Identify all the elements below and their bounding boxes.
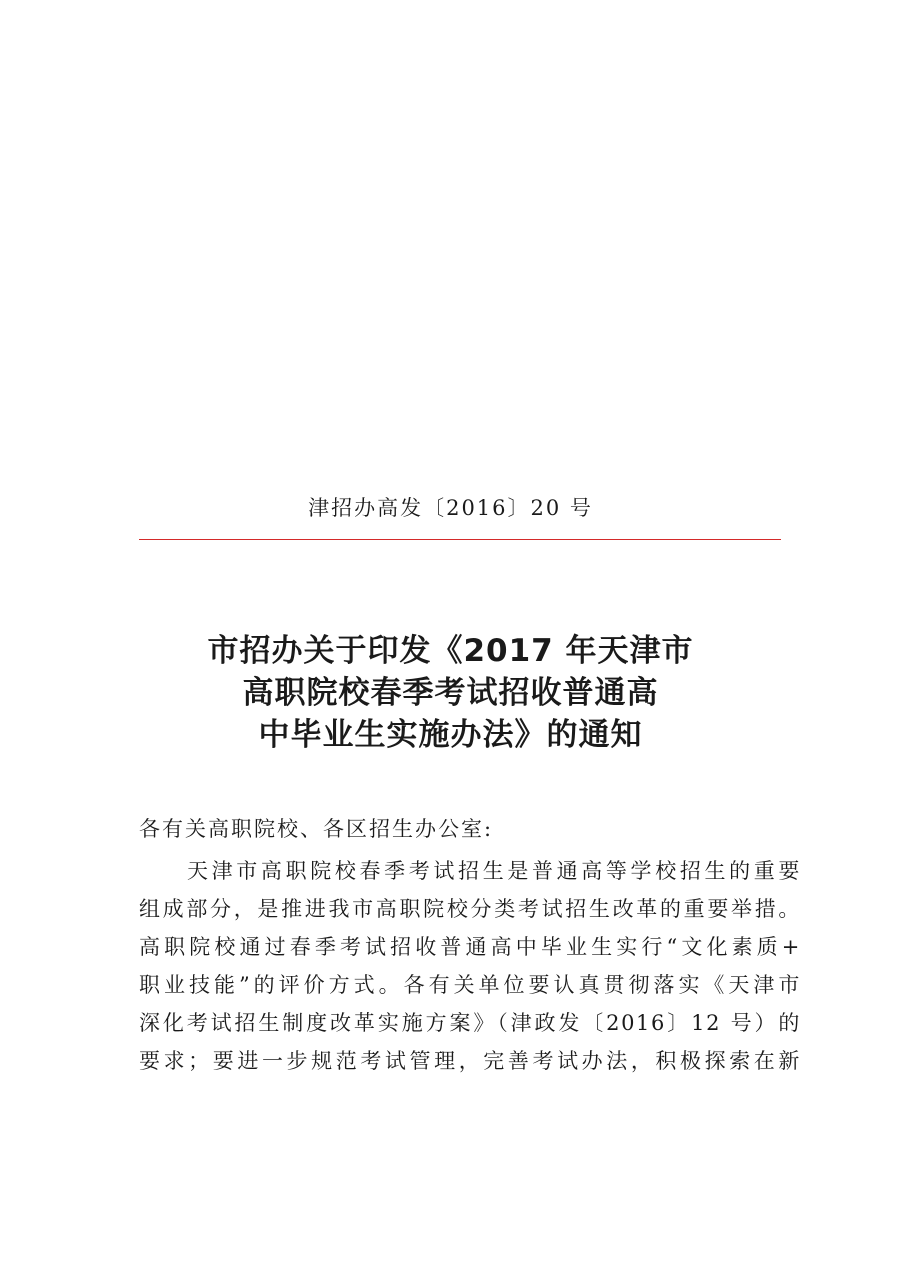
body-line-2: 组成部分，是推进我市高职院校分类考试招生改革的重要举措。 — [139, 897, 801, 921]
red-divider-line — [139, 539, 781, 540]
title-line-3: 中毕业生实施办法》的通知 — [258, 717, 643, 753]
title-line-1: 市招办关于印发《2017 年天津市 — [207, 633, 694, 669]
body-line-6: 要求；要进一步规范考试管理，完善考试办法，积极探索在新 — [139, 1049, 801, 1073]
body-line-4: 职业技能”的评价方式。各有关单位要认真贯彻落实《天津市 — [139, 973, 801, 997]
title-line-2: 高职院校春季考试招收普通高 — [242, 675, 659, 711]
body-line-3: 高职院校通过春季考试招收普通高中毕业生实行“文化素质+ — [139, 935, 801, 959]
body-line-1: 天津市高职院校春季考试招生是普通高等学校招生的重要 — [187, 859, 801, 883]
salutation: 各有关高职院校、各区招生办公室: — [139, 817, 494, 841]
document-number: 津招办高发〔2016〕20 号 — [308, 496, 593, 520]
body-paragraph — [139, 852, 801, 1080]
document-title — [100, 630, 801, 756]
body-line-5: 深化考试招生制度改革实施方案》（津政发〔2016〕12 号）的 — [139, 1011, 801, 1035]
